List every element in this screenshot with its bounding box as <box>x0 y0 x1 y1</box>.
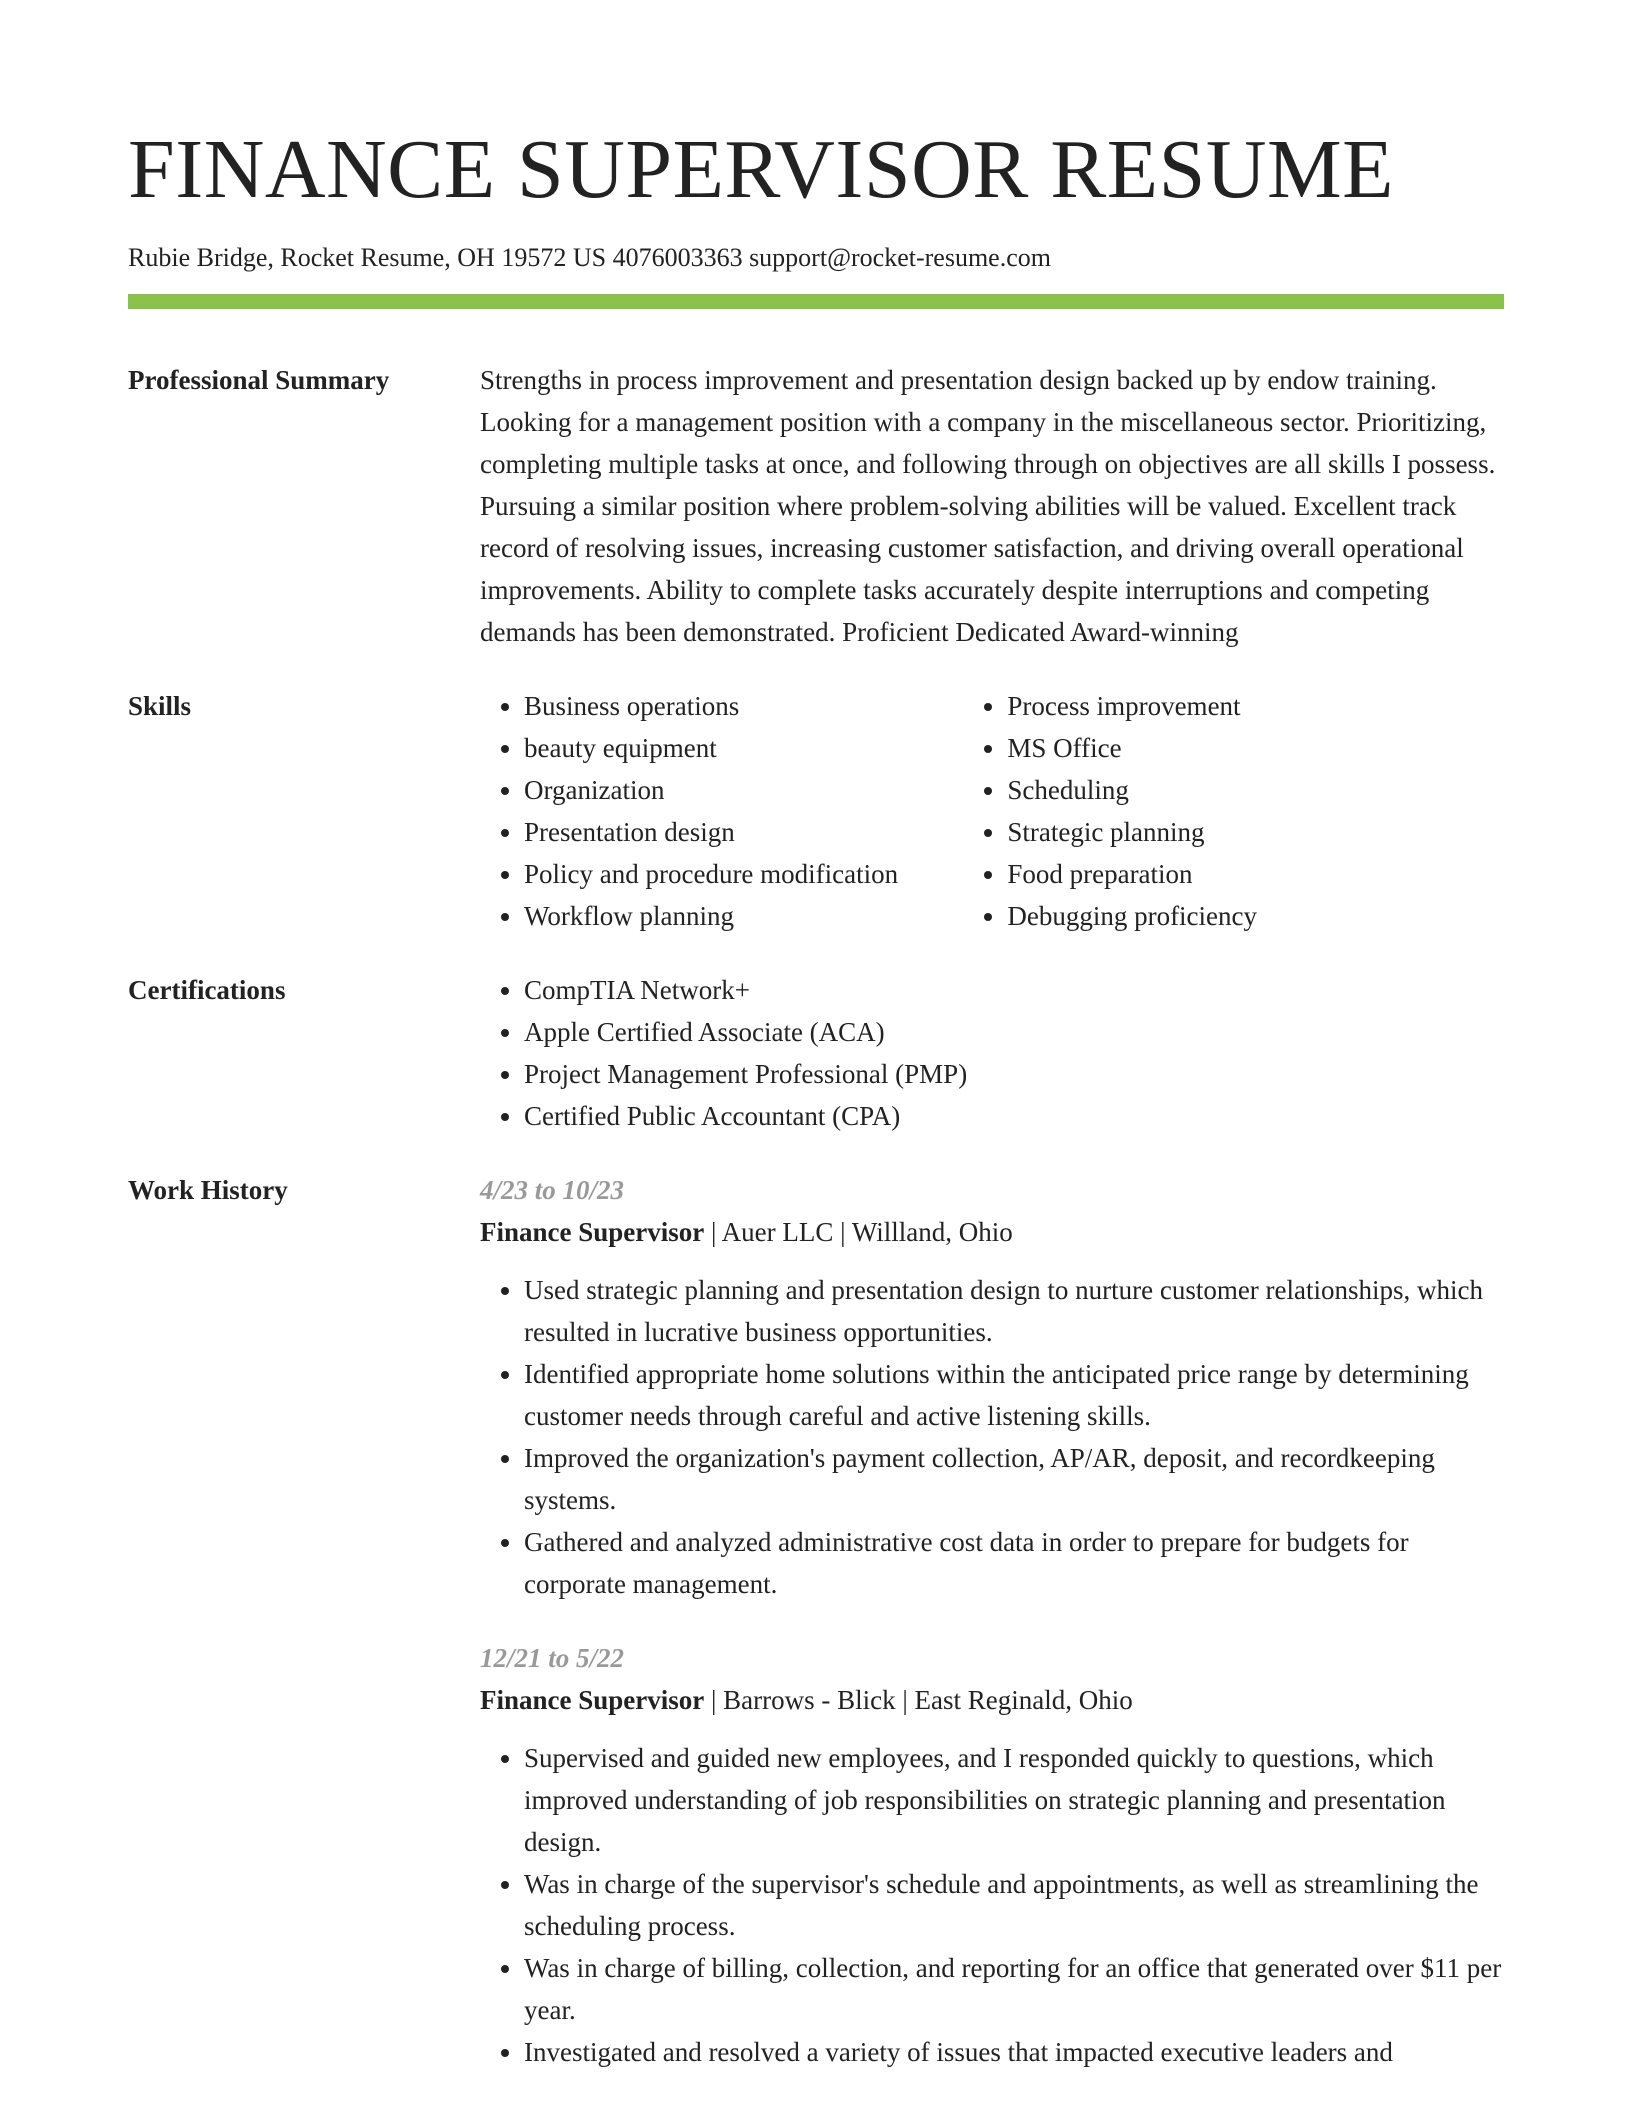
certification-item: • Apple Certified Associate (ACA) <box>524 1011 1504 1053</box>
skills-section <box>128 685 1504 937</box>
skill-item: • Workflow planning <box>524 895 963 937</box>
skill-item: • Business operations <box>524 685 963 727</box>
section-label-skills: Skills <box>128 691 192 721</box>
job-details: | Barrows - Blick | East Reginald, Ohio <box>704 1685 1133 1715</box>
job-details: | Auer LLC | Willland, Ohio <box>704 1217 1013 1247</box>
job-dates: 12/21 to 5/22 <box>480 1643 625 1673</box>
skills-columns <box>480 685 1504 937</box>
certifications-section <box>128 969 1504 1137</box>
job-entry <box>480 1637 1504 2073</box>
skills-list-left <box>480 685 963 937</box>
job-bullet: • Was in charge of the supervisor's schedule and appointments, as well as streamlining the scheduling process. <box>524 1863 1504 1947</box>
contact-line: Rubie Bridge, Rocket Resume, OH 19572 US 4076003363 support@rocket-resume.com <box>128 243 1051 272</box>
skill-item: • Food preparation <box>1007 853 1504 895</box>
section-label-summary: Professional Summary <box>128 365 390 395</box>
skill-item: • Scheduling <box>1007 769 1504 811</box>
job-dates: 4/23 to 10/23 <box>480 1175 625 1205</box>
job-bullets <box>480 1737 1504 2073</box>
work-history-section <box>128 1169 1504 2073</box>
job-bullets <box>480 1269 1504 1605</box>
job-bullet: • Used strategic planning and presentation design to nurture customer relationships, which resulted in lucrative business opportunities. <box>524 1269 1504 1353</box>
job-bullet: • Identified appropriate home solutions within the anticipated price range by determining customer needs through careful and active listening skills. <box>524 1353 1504 1437</box>
job-bullet: • Investigated and resolved a variety of issues that impacted executive leaders and <box>524 2031 1504 2073</box>
section-label-work-history: Work History <box>128 1175 288 1205</box>
certification-item: • Project Management Professional (PMP) <box>524 1053 1504 1095</box>
skill-item: • Presentation design <box>524 811 963 853</box>
job-bullet: • Improved the organization's payment collection, AP/AR, deposit, and recordkeeping systems. <box>524 1437 1504 1521</box>
skill-item: • MS Office <box>1007 727 1504 769</box>
resume-page <box>128 0 1504 2073</box>
header-accent-bar <box>128 294 1504 309</box>
certification-item: • CompTIA Network+ <box>524 969 1504 1011</box>
skill-item: • Organization <box>524 769 963 811</box>
summary-section <box>128 359 1504 653</box>
skills-list-right <box>963 685 1504 937</box>
summary-text: Strengths in process improvement and presentation design backed up by endow training. Looking for a management position with a company in the miscellaneous sector. Prioritizing, completing multiple tasks at once, and following through on objectives are all skills I possess. Pursuing a similar position where problem-solving abilities will be valued. Excellent track record of resolving issues, increasing customer satisfaction, and driving overall operational improvements. Ability to complete tasks accurately despite interruptions and competing demands has been demonstrated. Proficient Dedicated Award-winning <box>480 365 1496 647</box>
job-entry <box>480 1169 1504 1605</box>
job-bullet: • Supervised and guided new employees, and I responded quickly to questions, which improved understanding of job responsibilities on strategic planning and presentation design. <box>524 1737 1504 1863</box>
resume-title: FINANCE SUPERVISOR RESUME <box>128 123 1394 216</box>
skill-item: • Strategic planning <box>1007 811 1504 853</box>
skill-item: • Policy and procedure modification <box>524 853 963 895</box>
job-title: Finance Supervisor <box>480 1685 705 1715</box>
job-heading <box>480 1679 1504 1721</box>
skill-item: • Process improvement <box>1007 685 1504 727</box>
job-title: Finance Supervisor <box>480 1217 705 1247</box>
certification-item: • Certified Public Accountant (CPA) <box>524 1095 1504 1137</box>
job-heading <box>480 1211 1504 1253</box>
skill-item: • Debugging proficiency <box>1007 895 1504 937</box>
job-bullet: • Was in charge of billing, collection, and reporting for an office that generated over $11 per year. <box>524 1947 1504 2031</box>
certifications-list <box>480 969 1504 1137</box>
section-label-certifications: Certifications <box>128 975 286 1005</box>
job-bullet: • Gathered and analyzed administrative cost data in order to prepare for budgets for corporate management. <box>524 1521 1504 1605</box>
skill-item: • beauty equipment <box>524 727 963 769</box>
